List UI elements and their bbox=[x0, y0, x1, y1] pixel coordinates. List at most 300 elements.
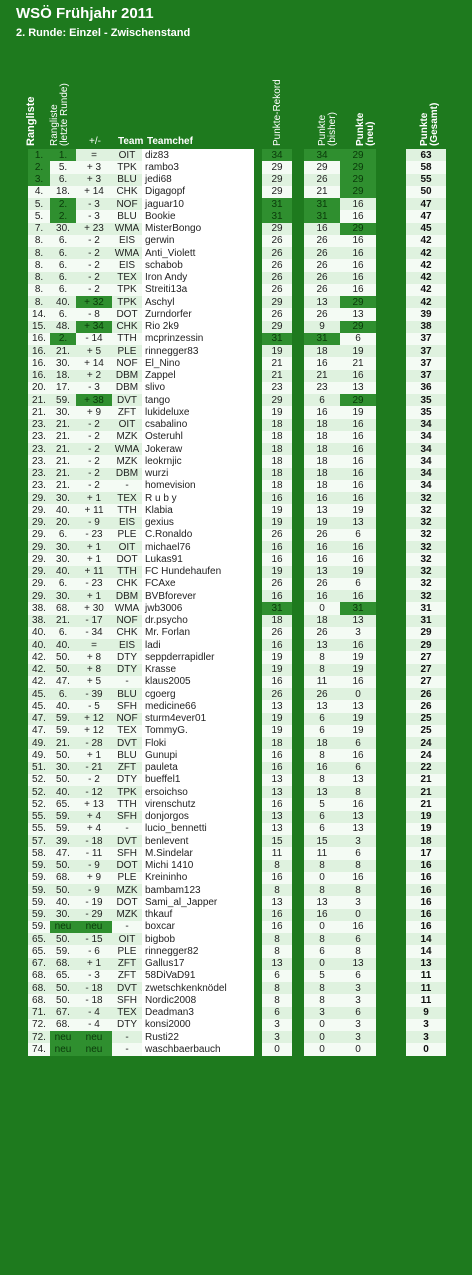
total-points-cell: 3 bbox=[406, 1019, 446, 1031]
column-gap bbox=[254, 235, 262, 247]
column-gap bbox=[292, 676, 304, 688]
previous-rank-cell: 30. bbox=[50, 357, 76, 369]
teamchef-cell: ersoichso bbox=[142, 786, 254, 798]
total-points-cell: 3 bbox=[406, 1031, 446, 1043]
teamchef-cell: slivo bbox=[142, 382, 254, 394]
previous-points-cell: 13 bbox=[304, 700, 340, 712]
table-row bbox=[28, 933, 446, 945]
total-points-cell: 42 bbox=[406, 272, 446, 284]
table-row bbox=[28, 700, 446, 712]
column-gap bbox=[254, 1043, 262, 1055]
previous-rank-cell: 21. bbox=[50, 455, 76, 467]
previous-points-cell: 8 bbox=[304, 884, 340, 896]
column-gap bbox=[292, 308, 304, 320]
column-gap bbox=[376, 615, 406, 627]
previous-points-cell: 26 bbox=[304, 272, 340, 284]
team-cell: WMA bbox=[112, 247, 142, 259]
teamchef-cell: Sami_al_Japper bbox=[142, 896, 254, 908]
new-points-cell: 6 bbox=[340, 1007, 376, 1019]
rank-cell: 3. bbox=[28, 174, 50, 186]
team-cell: DOT bbox=[112, 553, 142, 565]
table-row bbox=[28, 443, 446, 455]
teamchef-cell: donjorgos bbox=[142, 811, 254, 823]
teamchef-cell: Deadman3 bbox=[142, 1007, 254, 1019]
previous-rank-cell: 59. bbox=[50, 394, 76, 406]
rank-change-cell: - 34 bbox=[76, 627, 112, 639]
total-points-cell: 58 bbox=[406, 161, 446, 173]
total-points-cell: 36 bbox=[406, 382, 446, 394]
previous-points-cell: 23 bbox=[304, 382, 340, 394]
team-cell: WMA bbox=[112, 223, 142, 235]
column-gap bbox=[376, 357, 406, 369]
previous-points-cell: 16 bbox=[304, 541, 340, 553]
total-points-cell: 16 bbox=[406, 921, 446, 933]
column-gap bbox=[292, 1031, 304, 1043]
table-row bbox=[28, 945, 446, 957]
rank-cell: 51. bbox=[28, 762, 50, 774]
previous-rank-cell: 2. bbox=[50, 333, 76, 345]
rank-change-cell: - 14 bbox=[76, 333, 112, 345]
teamchef-cell: zwetschkenknödel bbox=[142, 982, 254, 994]
column-gap bbox=[254, 737, 262, 749]
team-cell: CHK bbox=[112, 627, 142, 639]
rank-cell: 29. bbox=[28, 541, 50, 553]
record-points-cell: 16 bbox=[262, 872, 292, 884]
total-points-cell: 31 bbox=[406, 615, 446, 627]
record-points-cell: 13 bbox=[262, 700, 292, 712]
previous-points-cell: 8 bbox=[304, 982, 340, 994]
total-points-cell: 32 bbox=[406, 517, 446, 529]
total-points-cell: 14 bbox=[406, 933, 446, 945]
new-points-cell: 29 bbox=[340, 394, 376, 406]
team-cell: DVT bbox=[112, 835, 142, 847]
previous-rank-cell: 6. bbox=[50, 627, 76, 639]
record-points-cell: 6 bbox=[262, 970, 292, 982]
team-cell: PLE bbox=[112, 345, 142, 357]
record-points-cell: 19 bbox=[262, 566, 292, 578]
previous-rank-cell: 50. bbox=[50, 884, 76, 896]
total-points-cell: 31 bbox=[406, 602, 446, 614]
team-cell: - bbox=[112, 1031, 142, 1043]
previous-rank-cell: 6. bbox=[50, 174, 76, 186]
previous-rank-cell: 6. bbox=[50, 284, 76, 296]
rank-change-cell: + 5 bbox=[76, 676, 112, 688]
rank-cell: 49. bbox=[28, 737, 50, 749]
total-points-cell: 27 bbox=[406, 651, 446, 663]
column-gap bbox=[376, 602, 406, 614]
record-points-cell: 34 bbox=[262, 149, 292, 161]
previous-rank-cell: 40. bbox=[50, 786, 76, 798]
new-points-cell: 6 bbox=[340, 578, 376, 590]
teamchef-cell: FC Hundehaufen bbox=[142, 566, 254, 578]
teamchef-cell: El_Nino bbox=[142, 357, 254, 369]
column-gap bbox=[292, 198, 304, 210]
teamchef-cell: csabalino bbox=[142, 419, 254, 431]
team-cell: MZK bbox=[112, 909, 142, 921]
record-points-cell: 21 bbox=[262, 357, 292, 369]
team-cell: OIT bbox=[112, 933, 142, 945]
total-points-cell: 21 bbox=[406, 798, 446, 810]
column-gap bbox=[254, 982, 262, 994]
previous-points-cell: 21 bbox=[304, 186, 340, 198]
column-gap bbox=[376, 235, 406, 247]
rank-cell: 72. bbox=[28, 1019, 50, 1031]
rank-change-cell: neu bbox=[76, 1043, 112, 1055]
column-gap bbox=[292, 370, 304, 382]
teamchef-cell: waschbaerbauch bbox=[142, 1043, 254, 1055]
previous-points-cell: 18 bbox=[304, 468, 340, 480]
column-gap bbox=[292, 406, 304, 418]
previous-rank-cell: 65. bbox=[50, 970, 76, 982]
team-cell: - bbox=[112, 480, 142, 492]
new-points-cell: 13 bbox=[340, 615, 376, 627]
table-row bbox=[28, 321, 446, 333]
column-gap bbox=[376, 247, 406, 259]
column-gap bbox=[376, 394, 406, 406]
team-cell: WMA bbox=[112, 443, 142, 455]
rank-change-cell: + 9 bbox=[76, 872, 112, 884]
rank-cell: 74. bbox=[28, 1043, 50, 1055]
new-points-cell: 29 bbox=[340, 296, 376, 308]
record-points-cell: 16 bbox=[262, 909, 292, 921]
team-cell: EIS bbox=[112, 639, 142, 651]
total-points-cell: 13 bbox=[406, 958, 446, 970]
total-points-cell: 34 bbox=[406, 419, 446, 431]
team-cell: MZK bbox=[112, 455, 142, 467]
rank-cell: 52. bbox=[28, 798, 50, 810]
teamchef-cell: rinnegger83 bbox=[142, 345, 254, 357]
team-cell: SFH bbox=[112, 700, 142, 712]
new-points-cell: 3 bbox=[340, 994, 376, 1006]
record-points-cell: 31 bbox=[262, 602, 292, 614]
rank-cell: 23. bbox=[28, 431, 50, 443]
rank-change-cell: - 2 bbox=[76, 431, 112, 443]
table-row bbox=[28, 1043, 446, 1055]
column-gap bbox=[292, 296, 304, 308]
previous-points-cell: 18 bbox=[304, 455, 340, 467]
column-gap bbox=[254, 321, 262, 333]
new-points-cell: 3 bbox=[340, 627, 376, 639]
rank-change-cell: + 9 bbox=[76, 406, 112, 418]
new-points-cell: 19 bbox=[340, 651, 376, 663]
table-row bbox=[28, 235, 446, 247]
team-cell: PLE bbox=[112, 529, 142, 541]
total-points-cell: 25 bbox=[406, 725, 446, 737]
table-row bbox=[28, 1007, 446, 1019]
team-cell: WMA bbox=[112, 602, 142, 614]
column-gap bbox=[376, 884, 406, 896]
column-gap bbox=[254, 1007, 262, 1019]
rank-cell: 59. bbox=[28, 884, 50, 896]
team-cell: - bbox=[112, 1043, 142, 1055]
column-gap bbox=[292, 480, 304, 492]
teamchef-cell: Kreininho bbox=[142, 872, 254, 884]
record-points-cell: 19 bbox=[262, 504, 292, 516]
rank-change-cell: neu bbox=[76, 921, 112, 933]
column-gap bbox=[376, 259, 406, 271]
rank-change-cell: - 18 bbox=[76, 982, 112, 994]
total-points-cell: 27 bbox=[406, 676, 446, 688]
previous-points-cell: 8 bbox=[304, 860, 340, 872]
team-cell: TPK bbox=[112, 284, 142, 296]
new-points-cell: 13 bbox=[340, 517, 376, 529]
total-points-cell: 32 bbox=[406, 590, 446, 602]
column-gap bbox=[254, 186, 262, 198]
previous-rank-cell: 68. bbox=[50, 872, 76, 884]
column-gap bbox=[292, 235, 304, 247]
new-points-cell: 16 bbox=[340, 370, 376, 382]
teamchef-cell: Lukas91 bbox=[142, 553, 254, 565]
teamchef-cell: homevision bbox=[142, 480, 254, 492]
column-gap bbox=[376, 272, 406, 284]
record-points-cell: 26 bbox=[262, 529, 292, 541]
rank-change-cell: + 14 bbox=[76, 357, 112, 369]
previous-rank-cell: 50. bbox=[50, 982, 76, 994]
team-cell: TEX bbox=[112, 272, 142, 284]
new-points-cell: 16 bbox=[340, 798, 376, 810]
column-gap bbox=[292, 884, 304, 896]
rank-cell: 8. bbox=[28, 259, 50, 271]
rank-change-cell: - 2 bbox=[76, 272, 112, 284]
total-points-cell: 32 bbox=[406, 578, 446, 590]
team-cell: DBM bbox=[112, 370, 142, 382]
column-gap bbox=[254, 394, 262, 406]
previous-points-cell: 0 bbox=[304, 958, 340, 970]
column-gap bbox=[292, 186, 304, 198]
column-gap bbox=[254, 615, 262, 627]
column-gap bbox=[376, 786, 406, 798]
teamchef-cell: Aschyl bbox=[142, 296, 254, 308]
column-gap bbox=[376, 308, 406, 320]
teamchef-cell: Krasse bbox=[142, 664, 254, 676]
column-gap bbox=[254, 174, 262, 186]
previous-rank-cell: neu bbox=[50, 1043, 76, 1055]
column-gap bbox=[292, 737, 304, 749]
rank-change-cell: - 18 bbox=[76, 835, 112, 847]
table-row bbox=[28, 517, 446, 529]
total-points-cell: 26 bbox=[406, 700, 446, 712]
team-cell: PLE bbox=[112, 945, 142, 957]
column-gap bbox=[254, 896, 262, 908]
total-points-cell: 37 bbox=[406, 370, 446, 382]
teamchef-cell: Digagopf bbox=[142, 186, 254, 198]
total-points-cell: 32 bbox=[406, 492, 446, 504]
column-gap bbox=[376, 958, 406, 970]
rank-change-cell: - 4 bbox=[76, 1019, 112, 1031]
rank-change-cell: + 8 bbox=[76, 651, 112, 663]
column-gap bbox=[292, 553, 304, 565]
previous-rank-cell: 40. bbox=[50, 504, 76, 516]
rank-change-cell: - 2 bbox=[76, 235, 112, 247]
record-points-cell: 18 bbox=[262, 615, 292, 627]
new-points-cell: 8 bbox=[340, 786, 376, 798]
column-gap bbox=[254, 860, 262, 872]
teamchef-cell: Klabia bbox=[142, 504, 254, 516]
column-gap bbox=[376, 639, 406, 651]
previous-points-cell: 18 bbox=[304, 419, 340, 431]
total-points-cell: 27 bbox=[406, 664, 446, 676]
table-row bbox=[28, 811, 446, 823]
rank-change-cell: - 3 bbox=[76, 198, 112, 210]
previous-rank-cell: 30. bbox=[50, 492, 76, 504]
table-row bbox=[28, 345, 446, 357]
total-points-cell: 42 bbox=[406, 235, 446, 247]
new-points-cell: 16 bbox=[340, 553, 376, 565]
total-points-cell: 21 bbox=[406, 774, 446, 786]
record-points-cell: 16 bbox=[262, 590, 292, 602]
column-gap bbox=[254, 210, 262, 222]
previous-rank-cell: 50. bbox=[50, 994, 76, 1006]
column-gap bbox=[376, 198, 406, 210]
teamchef-cell: mcprinzessin bbox=[142, 333, 254, 345]
total-points-cell: 32 bbox=[406, 529, 446, 541]
rank-cell: 29. bbox=[28, 553, 50, 565]
record-points-cell: 18 bbox=[262, 468, 292, 480]
column-gap bbox=[254, 272, 262, 284]
previous-points-cell: 8 bbox=[304, 664, 340, 676]
column-gap bbox=[292, 357, 304, 369]
column-gap bbox=[376, 1007, 406, 1019]
new-points-cell: 16 bbox=[340, 210, 376, 222]
previous-rank-cell: 40. bbox=[50, 296, 76, 308]
column-gap bbox=[254, 578, 262, 590]
table-row bbox=[28, 566, 446, 578]
total-points-cell: 14 bbox=[406, 945, 446, 957]
team-cell: - bbox=[112, 823, 142, 835]
rank-cell: 16. bbox=[28, 345, 50, 357]
column-gap bbox=[292, 933, 304, 945]
previous-rank-cell: 6. bbox=[50, 235, 76, 247]
new-points-cell: 16 bbox=[340, 590, 376, 602]
previous-points-cell: 18 bbox=[304, 431, 340, 443]
new-points-cell: 3 bbox=[340, 1019, 376, 1031]
column-gap bbox=[292, 321, 304, 333]
column-gap bbox=[254, 345, 262, 357]
total-points-cell: 16 bbox=[406, 896, 446, 908]
teamchef-cell: sturm4ever01 bbox=[142, 713, 254, 725]
rank-cell: 29. bbox=[28, 529, 50, 541]
column-gap bbox=[292, 982, 304, 994]
total-points-cell: 11 bbox=[406, 994, 446, 1006]
team-cell: DBM bbox=[112, 590, 142, 602]
rank-change-cell: - 2 bbox=[76, 259, 112, 271]
teamchef-cell: BVBforever bbox=[142, 590, 254, 602]
previous-rank-cell: 21. bbox=[50, 480, 76, 492]
table-row bbox=[28, 982, 446, 994]
rank-cell: 40. bbox=[28, 627, 50, 639]
record-points-cell: 29 bbox=[262, 174, 292, 186]
total-points-cell: 9 bbox=[406, 1007, 446, 1019]
header-team: Team bbox=[118, 136, 144, 147]
previous-rank-cell: 6. bbox=[50, 259, 76, 271]
new-points-cell: 3 bbox=[340, 835, 376, 847]
rank-cell: 1. bbox=[28, 149, 50, 161]
new-points-cell: 29 bbox=[340, 321, 376, 333]
column-gap bbox=[254, 296, 262, 308]
column-gap bbox=[292, 627, 304, 639]
team-cell: DVT bbox=[112, 394, 142, 406]
teamchef-cell: Bookie bbox=[142, 210, 254, 222]
table-row bbox=[28, 333, 446, 345]
previous-rank-cell: 30. bbox=[50, 553, 76, 565]
previous-rank-cell: 6. bbox=[50, 688, 76, 700]
new-points-cell: 6 bbox=[340, 333, 376, 345]
previous-points-cell: 26 bbox=[304, 284, 340, 296]
column-gap bbox=[254, 970, 262, 982]
column-gap bbox=[292, 1043, 304, 1055]
record-points-cell: 16 bbox=[262, 798, 292, 810]
previous-rank-cell: 50. bbox=[50, 933, 76, 945]
team-cell: TTH bbox=[112, 333, 142, 345]
previous-points-cell: 0 bbox=[304, 872, 340, 884]
column-gap bbox=[376, 541, 406, 553]
previous-rank-cell: 30. bbox=[50, 541, 76, 553]
table-row bbox=[28, 664, 446, 676]
column-gap bbox=[292, 259, 304, 271]
table-row bbox=[28, 161, 446, 173]
column-gap bbox=[376, 149, 406, 161]
teamchef-cell: ladi bbox=[142, 639, 254, 651]
team-cell: DTY bbox=[112, 774, 142, 786]
record-points-cell: 18 bbox=[262, 443, 292, 455]
column-gap bbox=[376, 468, 406, 480]
rank-cell: 52. bbox=[28, 786, 50, 798]
rank-change-cell: + 3 bbox=[76, 161, 112, 173]
table-row bbox=[28, 823, 446, 835]
rank-change-cell: - 12 bbox=[76, 786, 112, 798]
previous-points-cell: 11 bbox=[304, 676, 340, 688]
record-points-cell: 16 bbox=[262, 553, 292, 565]
rank-change-cell: - 15 bbox=[76, 933, 112, 945]
teamchef-cell: M.Sindelar bbox=[142, 847, 254, 859]
table-row bbox=[28, 149, 446, 161]
teamchef-cell: jwb3006 bbox=[142, 602, 254, 614]
team-cell: DOT bbox=[112, 860, 142, 872]
record-points-cell: 13 bbox=[262, 896, 292, 908]
previous-points-cell: 13 bbox=[304, 504, 340, 516]
column-gap bbox=[376, 664, 406, 676]
column-gap bbox=[376, 835, 406, 847]
column-gap bbox=[292, 762, 304, 774]
previous-rank-cell: 50. bbox=[50, 651, 76, 663]
rank-change-cell: - 2 bbox=[76, 443, 112, 455]
new-points-cell: 16 bbox=[340, 468, 376, 480]
column-gap bbox=[376, 455, 406, 467]
column-gap bbox=[376, 345, 406, 357]
rank-cell: 8. bbox=[28, 284, 50, 296]
total-points-cell: 45 bbox=[406, 223, 446, 235]
record-points-cell: 29 bbox=[262, 161, 292, 173]
column-gap bbox=[254, 443, 262, 455]
column-gap bbox=[376, 1031, 406, 1043]
team-cell: DTY bbox=[112, 651, 142, 663]
previous-points-cell: 19 bbox=[304, 517, 340, 529]
column-gap bbox=[376, 749, 406, 761]
rank-change-cell: - 3 bbox=[76, 210, 112, 222]
table-row bbox=[28, 406, 446, 418]
rank-change-cell: - 2 bbox=[76, 480, 112, 492]
column-gap bbox=[254, 529, 262, 541]
column-gap bbox=[376, 651, 406, 663]
column-gap bbox=[376, 174, 406, 186]
column-gap bbox=[292, 651, 304, 663]
rank-change-cell: + 5 bbox=[76, 345, 112, 357]
column-gap bbox=[292, 210, 304, 222]
table-row bbox=[28, 1031, 446, 1043]
rank-change-cell: + 32 bbox=[76, 296, 112, 308]
teamchef-cell: jedi68 bbox=[142, 174, 254, 186]
rank-cell: 29. bbox=[28, 492, 50, 504]
